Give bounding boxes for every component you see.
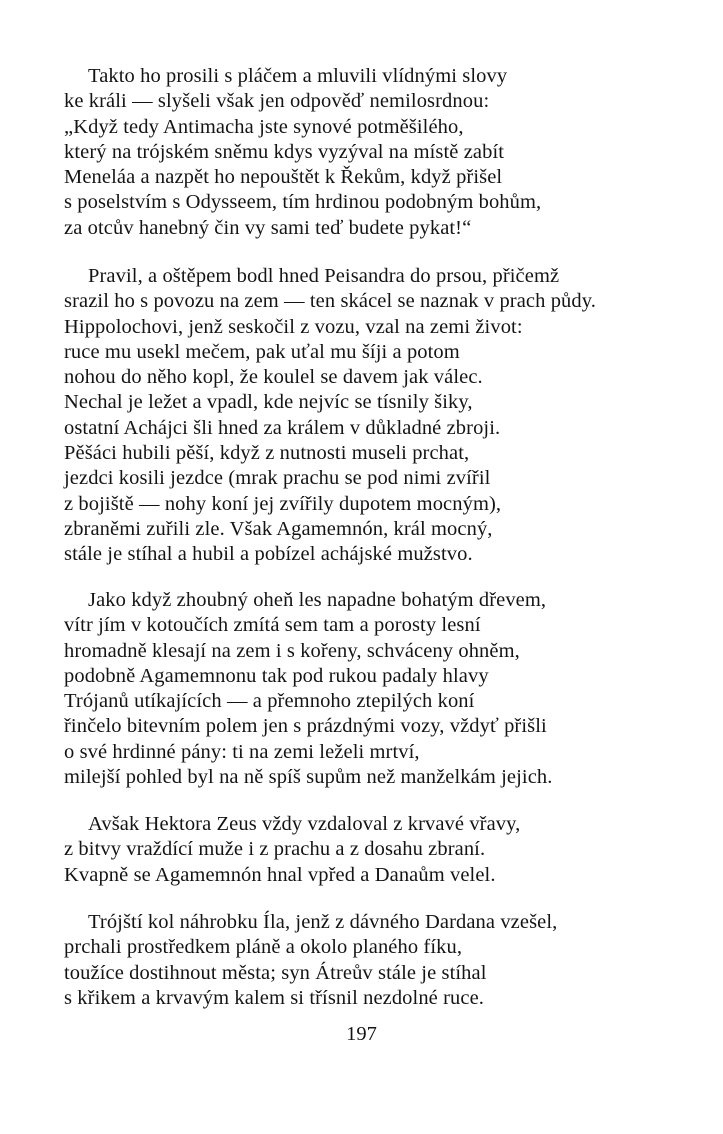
verse-line: o své hrdinné pány: ti na zemi leželi mrtví, [64, 740, 420, 763]
verse-line: z bitvy vraždící muže i z prachu a z dosahu zbraní. [64, 838, 486, 861]
verse-line: z bojiště — nohy koní jej zvířily dupotem mocným), [64, 492, 502, 515]
verse-line: Pravil, a oštěpem bodl hned Peisandra do prsou, přičemž [88, 265, 560, 287]
verse-line: Takto ho prosili s pláčem a mluvili vlídnými slovy [88, 65, 508, 87]
verse-line: Meneláa a nazpět ho nepouštět k Řekům, když přišel [64, 166, 503, 189]
verse-line: podobně Agamemnonu tak pod rukou padaly hlavy [64, 664, 489, 687]
verse-line: Kvapně se Agamemnón hnal vpřed a Danaům velel. [64, 863, 496, 886]
verse-line: milejší pohled byl na ně spíš supům než manželkám jejich. [64, 766, 553, 789]
verse-line: s poselstvím s Odysseem, tím hrdinou podobným bohům, [64, 191, 542, 214]
verse-line: srazil ho s povozu na zem — ten skácel se naznak v prach půdy. [64, 290, 596, 313]
verse-line: stále je stíhal a hubil a pobízel achájské mužstvo. [64, 543, 473, 566]
verse-line: Trójští kol náhrobku Íla, jenž z dávného Dardana vzešel, [88, 911, 558, 933]
verse-line: Nechal je ležet a vpadl, kde nejvíc se tísnily šiky, [64, 391, 473, 414]
verse-line: který na trójském sněmu kdys vyzýval na místě zabít [64, 140, 505, 163]
stanza-1 [64, 64, 714, 241]
verse-line: ke králi — slyšeli však jen odpověď nemilosrdnou: [64, 90, 490, 113]
stanza-3 [64, 588, 714, 790]
verse-line: Pěšáci hubili pěší, když z nutnosti museli prchat, [64, 442, 470, 465]
verse-line: za otcův hanebný čin vy sami teď budete pykat!“ [64, 216, 472, 239]
verse-line: Jako když zhoubný oheň les napadne bohatým dřevem, [88, 589, 547, 611]
verse-line: hromadně klesají na zem i s kořeny, schváceny ohněm, [64, 639, 520, 662]
verse-line: vítr jím v kotoučích zmítá sem tam a porosty lesní [64, 614, 481, 637]
verse-line: Hippolochovi, jenž seskočil z vozu, vzal na zemi život: [64, 315, 523, 338]
verse-line: toužíce dostihnout města; syn Átreův stále je stíhal [64, 961, 487, 984]
verse-line: s křikem a krvavým kalem si třísnil nezdolné ruce. [64, 986, 485, 1009]
verse-line: řinčelo bitevním polem jen s prázdnými vozy, vždyť přišli [64, 715, 547, 738]
stanza-2 [64, 264, 714, 568]
verse-line: prchali prostředkem pláně a okolo planého fíku, [64, 936, 463, 959]
verse-line: jezdci kosili jezdce (mrak prachu se pod nimi zvířil [64, 467, 491, 490]
page-number: 197 [346, 1023, 377, 1045]
stanza-5 [64, 910, 714, 1011]
verse-line: „Když tedy Antimacha jste synové potměšilého, [64, 115, 464, 138]
verse-line: ostatní Achájci šli hned za králem v důkladné zbroji. [64, 416, 501, 439]
stanza-4 [64, 812, 714, 888]
verse-line: zbraněmi zuřili zle. Však Agamemnón, král mocný, [64, 517, 493, 540]
verse-line: nohou do něho kopl, že koulel se davem jak válec. [64, 366, 483, 389]
verse-line: Trójanů utíkajících — a přemnoho ztepilých koní [64, 690, 475, 713]
verse-line: Avšak Hektora Zeus vždy vzdaloval z krvavé vřavy, [88, 813, 521, 835]
verse-line: ruce mu usekl mečem, pak uťal mu šíji a potom [64, 340, 460, 363]
